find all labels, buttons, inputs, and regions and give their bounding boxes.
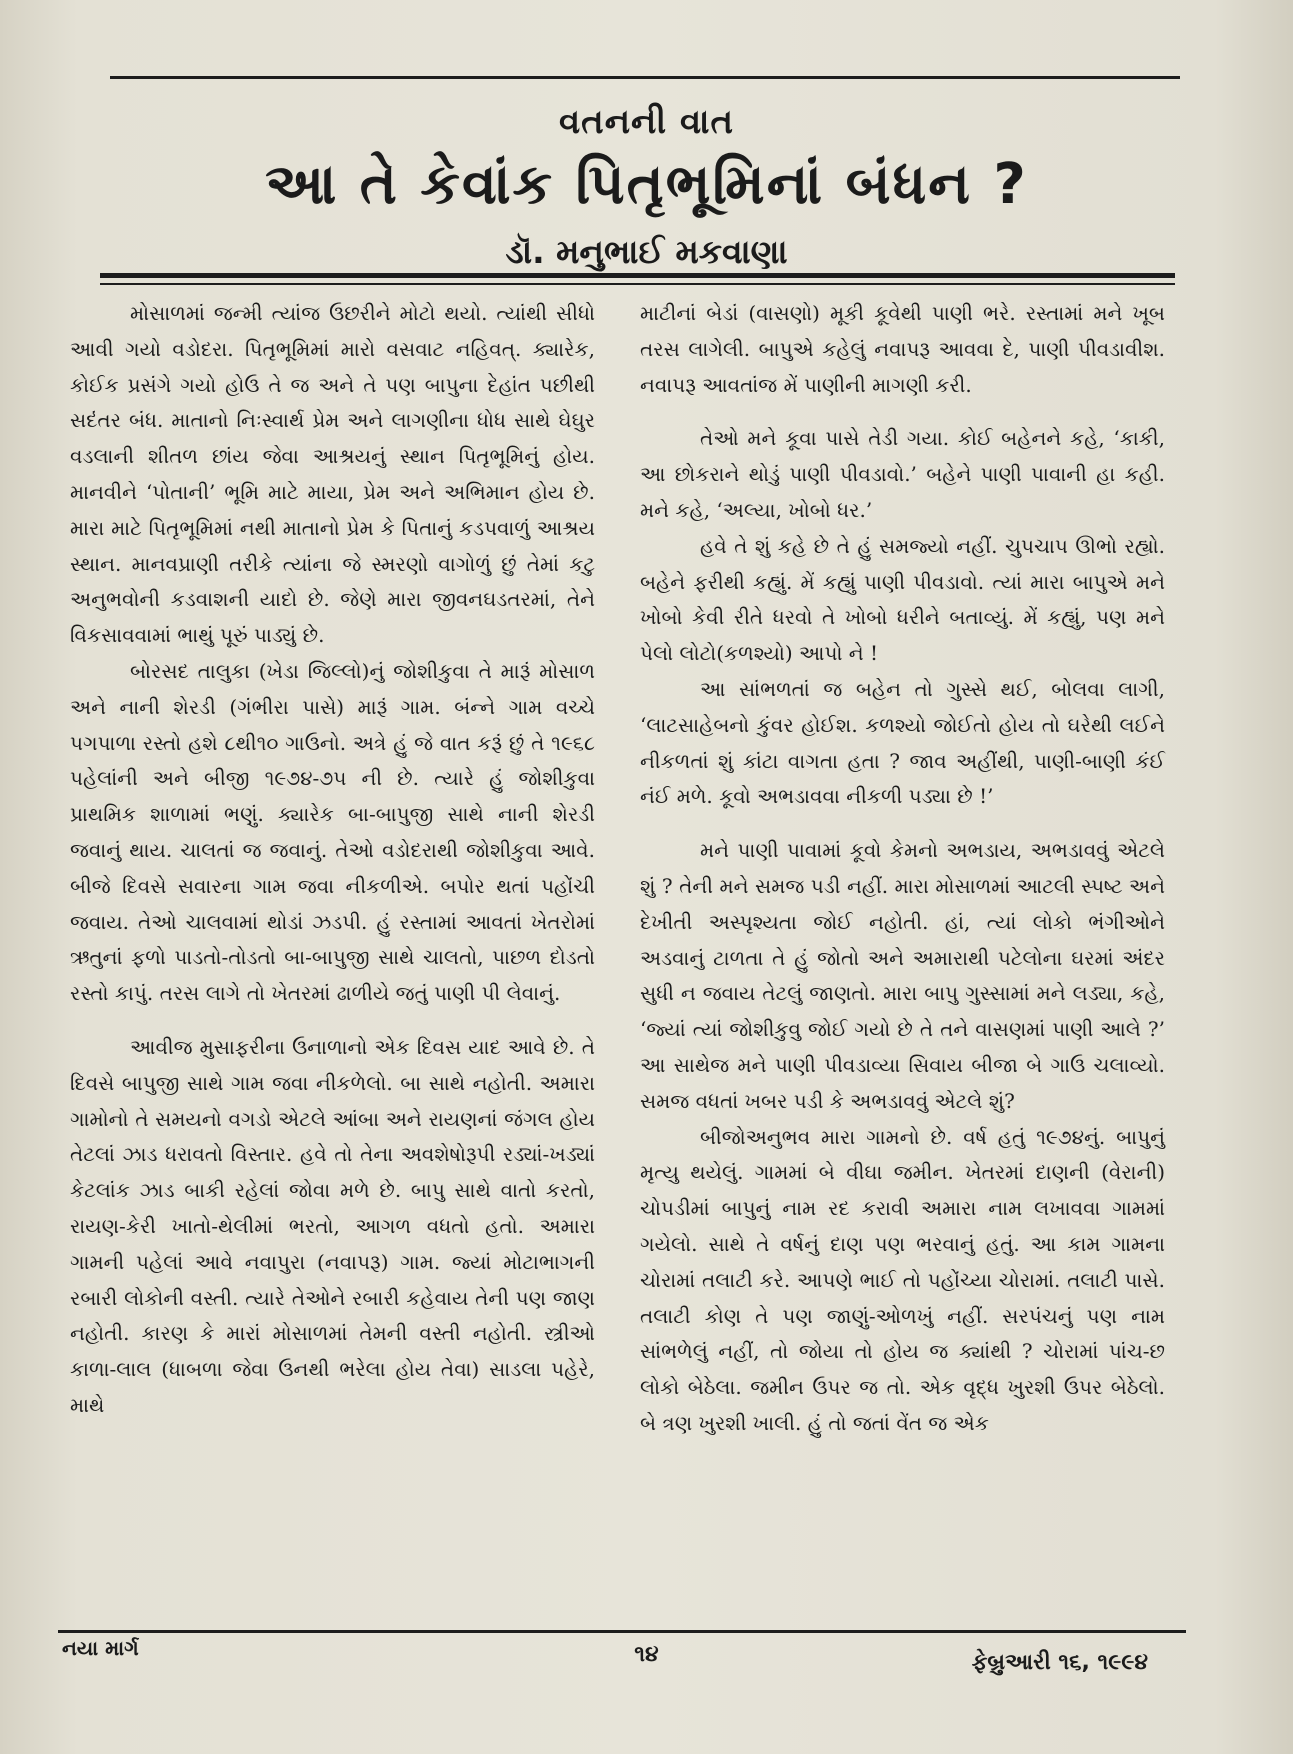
paragraph: બીજોઅનુભવ મારા ગામનો છે. વર્ષ હતું ૧૯૭૪નું. બાપુનું મૃત્યુ થયેલું. ગામમાં બે વીઘા જમીન. ખેતરમાં દાણની (વેરાની) ચોપડીમાં બાપુનું નામ રદ કરાવી અમારા નામ લખાવવા ગામમાં ગયેલો. સાથે તે વર્ષનું દાણ પણ ભરવાનું હતું. આ કામ ગામના ચોરામાં તલાટી કરે. આપણે ભાઈ તો પહોંચ્યા ચોરામાં. તલાટી પાસે. તલાટી કોણ તે પણ જાણું-ઓળખું નહીં. સરપંચનું પણ નામ સાંભળેલું નહીં, તો જોયા તો હોય જ ક્યાંથી ? ચોરામાં પાંચ-છ લોકો બેઠેલા. જમીન ઉપર જ તો. એક વૃદ્ધ ખુરશી ઉપર બેઠેલો. બે ત્રણ ખુરશી ખાલી. હું તો જતાં વેંત જ એક	[640, 1124, 1165, 1435]
page-number: ૧૪	[634, 1642, 659, 1667]
paragraph: માટીનાં બેડાં (વાસણો) મૂકી કૂવેથી પાણી ભરે. રસ્તામાં મને ખૂબ તરસ લાગેલી. બાપુએ કહેલું નવાપરૂ આવવા દે, પાણી પીવડાવીશ. નવાપરૂ આવતાંજ મેં પાણીની માગણી કરી.	[640, 301, 1165, 397]
paragraph: તેઓ મને કૂવા પાસે તેડી ગયા. કોઈ બહેનને કહે, ‘કાકી, આ છોકરાને થોડું પાણી પીવડાવો.’ બહેને પાણી પાવાની હા કહી. મને કહે, ‘અલ્યા, ખોબો ધર.’	[640, 426, 1165, 522]
header-rule-thin	[100, 283, 1175, 285]
paragraph: મને પાણી પાવામાં કૂવો કેમનો અભડાય, અભડાવવું એટલે શું ? તેની મને સમજ પડી નહીં. મારા મોસાળમાં આટલી સ્પષ્ટ અને દેખીતી અસ્પૃશ્યતા જોઈ નહોતી. હાં, ત્યાં લોકો ભંગીઓને અડવાનું ટાળતા તે હું જોતો અને અમારાથી પટેલોના ઘરમાં અંદર સુધી ન જવાય તેટલું જાણતો. મારા બાપુ ગુસ્સામાં મને લડ્યા, કહે, ‘જ્યાં ત્યાં જોશીકુવુ જોઈ ગયો છે તે તને વાસણમાં પાણી આલે ?’ આ સાથેજ મને પાણી પીવડાવ્યા સિવાય બીજા બે ગાઉ ચલાવ્યો. સમજ વધતાં ખબર પડી કે અભડાવવું એટલે શું?	[640, 838, 1165, 1113]
right-column	[640, 296, 1165, 1596]
footer-rule	[58, 1630, 1186, 1633]
paragraph: આવીજ મુસાફરીના ઉનાળાનો એક દિવસ યાદ આવે છે. તે દિવસે બાપુજી સાથે ગામ જવા નીકળેલો. બા સાથે નહોતી. અમારા ગામોનો તે સમયનો વગડો એટલે આંબા અને રાયણનાં જંગલ હોય તેટલાં ઝાડ ધરાવતો વિસ્તાર. હવે તો તેના અવશેષોરૂપી રડ્યાં-ખડ્યાં કેટલાંક ઝાડ બાકી રહેલાં જોવા મળે છે. બાપુ સાથે વાતો કરતો, રાયણ-કેરી ખાતો-થેલીમાં ભરતો, આગળ વધતો હતો. અમારા ગામની પહેલાં આવે નવાપુરા (નવાપરૂ) ગામ. જ્યાં મોટાભાગની રબારી લોકોની વસ્તી. ત્યારે તેઓને રબારી કહેવાય તેની પણ જાણ નહોતી. કારણ કે મારાં મોસાળમાં તેમની વસ્તી નહોતી. સ્ત્રીઓ કાળા-લાલ (ધાબળા જેવા ઉનથી ભરેલા હોય તેવા) સાડલા પહેરે, માથે	[70, 1034, 595, 1417]
publication-name: નયા માર્ગ	[62, 1636, 139, 1660]
header-rule-thick	[100, 273, 1175, 278]
paragraph: આ સાંભળતાં જ બહેન તો ગુસ્સે થઈ, બોલવા લાગી, ‘લાટસાહેબનો કુંવર હોઈશ. કળશ્યો જોઈતો હોય તો ઘરેથી લઈને નીકળતાં શું કાંટા વાગતા હતા ? જાવ અહીંથી, પાણી-બાણી કંઈ નંઈ મળે. કૂવો અભડાવવા નીકળી પડ્યા છે !’	[640, 676, 1165, 809]
paragraph: બોરસદ તાલુકા (ખેડા જિલ્લો)નું જોશીકુવા તે મારૂં મોસાળ અને નાની શેરડી (ગંભીરા પાસે) મારૂં ગામ. બંન્ને ગામ વચ્ચે પગપાળા રસ્તો હશે ૮થી૧૦ ગાઉનો. અત્રે હું જે વાત કરૂં છું તે ૧૯૬૮ પહેલાંની અને બીજી ૧૯૭૪-૭૫ ની છે. ત્યારે હું જોશીકુવા પ્રાથમિક શાળામાં ભણું. ક્યારેક બા-બાપુજી સાથે નાની શેરડી જવાનું થાય. ચાલતાં જ જવાનું. તેઓ વડોદરાથી જોશીકુવા આવે. બીજે દિવસે સવારના ગામ જવા નીકળીએ. બપોર થતાં પહોંચી જવાય. તેઓ ચાલવામાં થોડાં ઝડપી. હું રસ્તામાં આવતાં ખેતરોમાં ઋતુનાં ફળો પાડતો-તોડતો બા-બાપુજી સાથે ચાલતો, પાછળ દોડતો રસ્તો કાપું. તરસ લાગે તો ખેતરમાં ઢાળીયે જતું પાણી પી લેવાનું.	[70, 658, 595, 1006]
article-title: આ તે કેવાંક પિતૃભૂમિનાં બંધન ?	[265, 152, 1028, 217]
left-column	[70, 296, 595, 1596]
article-author: ડૉ. મનુભાઈ મકવાણા	[505, 232, 788, 271]
section-label: વતનની વાત	[559, 102, 734, 142]
paragraph: હવે તે શું કહે છે તે હું સમજ્યો નહીં. ચુપચાપ ઊભો રહ્યો. બહેને ફરીથી કહ્યું. મેં કહ્યું પાણી પીવડાવો. ત્યાં મારા બાપુએ મને ખોબો કેવી રીતે ધરવો તે ખોબો ધરીને બતાવ્યું. મેં કહ્યું, પણ મને પેલો લોટો(કળશ્યો) આપો ને !	[640, 533, 1165, 666]
top-rule	[110, 76, 1180, 79]
paragraph: મોસાળમાં જન્મી ત્યાંજ ઉછરીને મોટો થયો. ત્યાંથી સીધો આવી ગયો વડોદરા. પિતૃભૂમિમાં મારો વસવાટ નહિવત્. ક્યારેક, કોઈક પ્રસંગે ગયો હોઉ તે જ અને તે પણ બાપુના દેહાંત પછીથી સદંતર બંધ. માતાનો નિઃસ્વાર્થ પ્રેમ અને લાગણીના ધોધ સાથે ઘેઘુર વડલાની શીતળ છાંય જેવા આશ્રયનું સ્થાન પિતૃભૂમિનું હોય. માનવીને ‘પોતાની’ ભૂમિ માટે માયા, પ્રેમ અને અભિમાન હોય છે. મારા માટે પિતૃભૂમિમાં નથી માતાનો પ્રેમ કે પિતાનું કડપવાળું આશ્રય સ્થાન. માનવપ્રાણી તરીકે ત્યાંના જે સ્મરણો વાગોળું છું તેમાં કટુ અનુભવોની કડવાશની યાદો છે. જેણે મારા જીવનઘડતરમાં, તેને વિકસાવવામાં ભાથું પૂરું પાડ્યું છે.	[70, 301, 595, 648]
issue-date: ફેબ્રુઆરી ૧૬, ૧૯૯૪	[971, 1650, 1148, 1675]
